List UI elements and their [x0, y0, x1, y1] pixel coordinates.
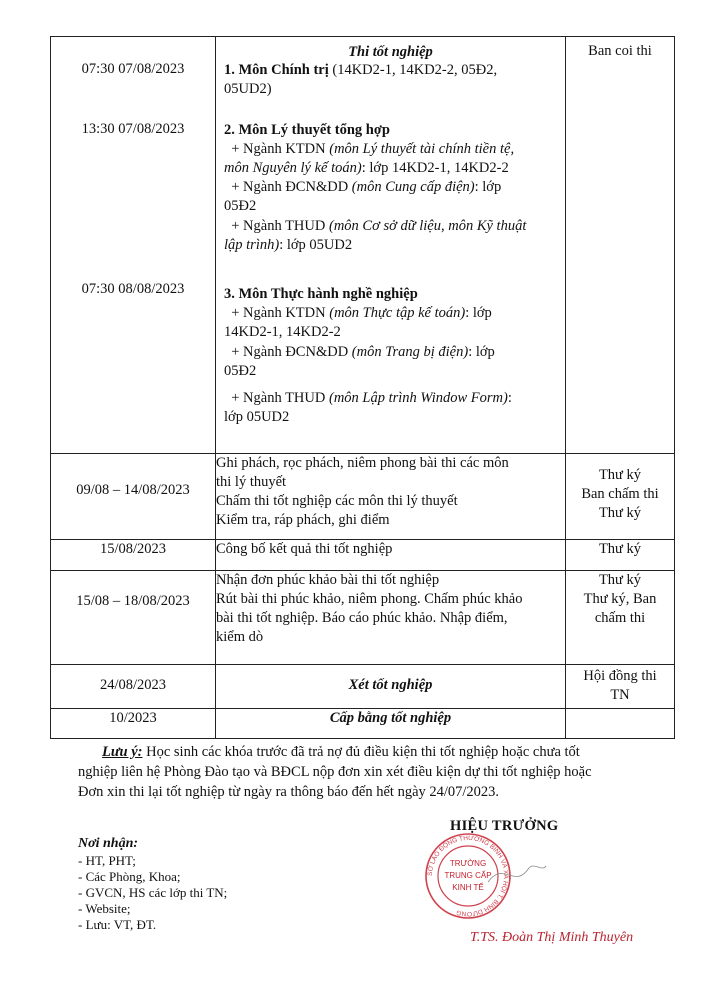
task-cell: Công bố kết quả thi tốt nghiệp: [216, 540, 566, 571]
subject-2-major-c: + Ngành THUD (môn Cơ sở dữ liệu, môn Kỹ thuật: [231, 218, 527, 234]
time-cell: 10/2023: [51, 709, 216, 739]
time-text: 24/08/2023: [99, 677, 167, 693]
task-line: bài thi tốt nghiệp. Báo cáo phúc khảo. Nhập điểm,: [216, 610, 508, 626]
subject-2-major-b: + Ngành ĐCN&DD (môn Cung cấp điện): lớp: [231, 179, 502, 195]
stamp-line: TRƯỜNG: [449, 859, 487, 868]
responsible-text: Thư ký, Ban: [583, 591, 657, 607]
note-line: Học sinh các khóa trước đã trả nợ đủ điều kiện thi tốt nghiệp hoặc chưa tốt: [142, 744, 580, 760]
responsible-text: chấm thi: [594, 610, 646, 626]
responsible-text: Hội đồng thi: [583, 668, 657, 684]
table-row: [51, 540, 675, 571]
note-label: Lưu ý:: [102, 744, 143, 760]
time-text: 09/08 – 14/08/2023: [76, 482, 190, 498]
stamp-line: TRUNG CẤP: [444, 871, 492, 880]
responsible-text: TN: [610, 687, 630, 703]
time-cell: [51, 665, 216, 709]
table-row: [51, 454, 675, 540]
subject-1: 1. Môn Chính trị (14KD2-1, 14KD2-2, 05Đ2,: [224, 62, 498, 78]
subject-3-title: 3. Môn Thực hành nghề nghiệp: [224, 286, 418, 302]
time-text: 07:30 07/08/2023: [81, 61, 185, 77]
time-text: 13:30 07/08/2023: [81, 121, 185, 137]
table-row: [51, 709, 675, 739]
responsible-cell: [566, 665, 675, 709]
responsible-cell: [566, 454, 675, 540]
schedule-table: [50, 36, 675, 739]
task-cell: [216, 571, 566, 665]
subject-3-major-b-2: 05Đ2: [224, 363, 257, 379]
subject-2-major-a: + Ngành KTDN (môn Lý thuyết tài chính tiền tệ,: [231, 141, 515, 157]
subject-3-major-c-2: lớp 05UD2: [224, 409, 290, 425]
subject-3-major-b: + Ngành ĐCN&DD (môn Trang bị điện): lớp: [231, 344, 495, 360]
task-line: thi lý thuyết: [216, 474, 287, 490]
time-text: 15/08 – 18/08/2023: [76, 593, 190, 609]
responsible-cell: [566, 571, 675, 665]
responsible-text: Ban coi thi: [588, 43, 652, 59]
task-line: Ghi phách, rọc phách, niêm phong bài thi các môn: [216, 455, 509, 471]
subject-2-major-b-2: 05Đ2: [224, 198, 257, 214]
responsible-text: Thư ký: [598, 505, 642, 521]
signer-name: T.TS. Đoàn Thị Minh Thuyên: [470, 930, 634, 945]
subject-2-major-c-2: lập trình): lớp 05UD2: [224, 237, 353, 253]
recipient-item: - HT, PHT;: [78, 853, 136, 868]
note-line: Đơn xin thi lại tốt nghiệp từ ngày ra thông báo đến hết ngày 24/07/2023.: [78, 784, 500, 800]
task-cell: [216, 454, 566, 540]
recipient-item: - GVCN, HS các lớp thi TN;: [78, 885, 228, 900]
stamp-line: KINH TẾ: [452, 883, 484, 892]
task-line: Nhận đơn phúc khảo bài thi tốt nghiệp: [216, 572, 440, 588]
task-line: Rút bài thi phúc khảo, niêm phong. Chấm phúc khảo: [216, 591, 523, 607]
recipients-heading: Nơi nhận:: [78, 836, 139, 851]
time-cell: 15/08/2023: [51, 540, 216, 571]
task-cell: Cấp bằng tốt nghiệp: [216, 709, 566, 739]
note-paragraph: [78, 742, 598, 802]
recipient-item: - Các Phòng, Khoa;: [78, 869, 181, 884]
time-cell: [51, 454, 216, 540]
table-row: [51, 37, 675, 454]
time-cell: [51, 37, 216, 454]
time-text: 07:30 08/08/2023: [81, 281, 185, 297]
time-cell: [51, 571, 216, 665]
signature-title: HIỆU TRƯỞNG: [450, 818, 559, 834]
recipient-item: - Lưu: VT, ĐT.: [78, 917, 157, 932]
subject-2-title: 2. Môn Lý thuyết tổng hợp: [224, 122, 390, 138]
official-stamp: [404, 820, 548, 920]
task-cell: [216, 37, 566, 454]
subject-3-major-a-2: 14KD2-1, 14KD2-2: [224, 324, 341, 340]
stamp-ring-text: SỞ LAO ĐỘNG THƯƠNG BINH VÀ XÃ HỘI T. BÌNH DƯƠNG: [426, 834, 510, 918]
note-line: nghiệp liên hệ Phòng Đào tạo và BĐCL nộp đơn xin xét điều kiện dự thi tốt nghiệp hoặc: [78, 764, 592, 780]
subject-3-major-c: + Ngành THUD (môn Lập trình Window Form):: [231, 390, 512, 406]
responsible-cell: [566, 709, 675, 739]
table-row: [51, 571, 675, 665]
subject-1-classes: 05UD2): [224, 81, 272, 97]
subject-3-major-a: + Ngành KTDN (môn Thực tập kế toán): lớp: [231, 305, 492, 321]
task-line: kiểm dò: [216, 629, 264, 645]
recipients-block: [78, 836, 227, 933]
responsible-cell: Thư ký: [566, 540, 675, 571]
subject-2-major-a-2: môn Nguyên lý kế toán): lớp 14KD2-1, 14KD2-2: [224, 160, 509, 176]
table-row: [51, 665, 675, 709]
responsible-text: Thư ký: [598, 467, 642, 483]
section-heading: Thi tốt nghiệp: [348, 44, 433, 60]
responsible-cell: [566, 37, 675, 454]
responsible-text: Ban chấm thi: [581, 486, 659, 502]
task-line: Chấm thi tốt nghiệp các môn thi lý thuyết: [216, 493, 458, 509]
recipient-item: - Website;: [78, 901, 131, 916]
task-cell: [216, 665, 566, 709]
responsible-text: Thư ký: [598, 572, 642, 588]
task-text: Xét tốt nghiệp: [348, 677, 433, 693]
task-line: Kiểm tra, ráp phách, ghi điểm: [216, 512, 390, 528]
